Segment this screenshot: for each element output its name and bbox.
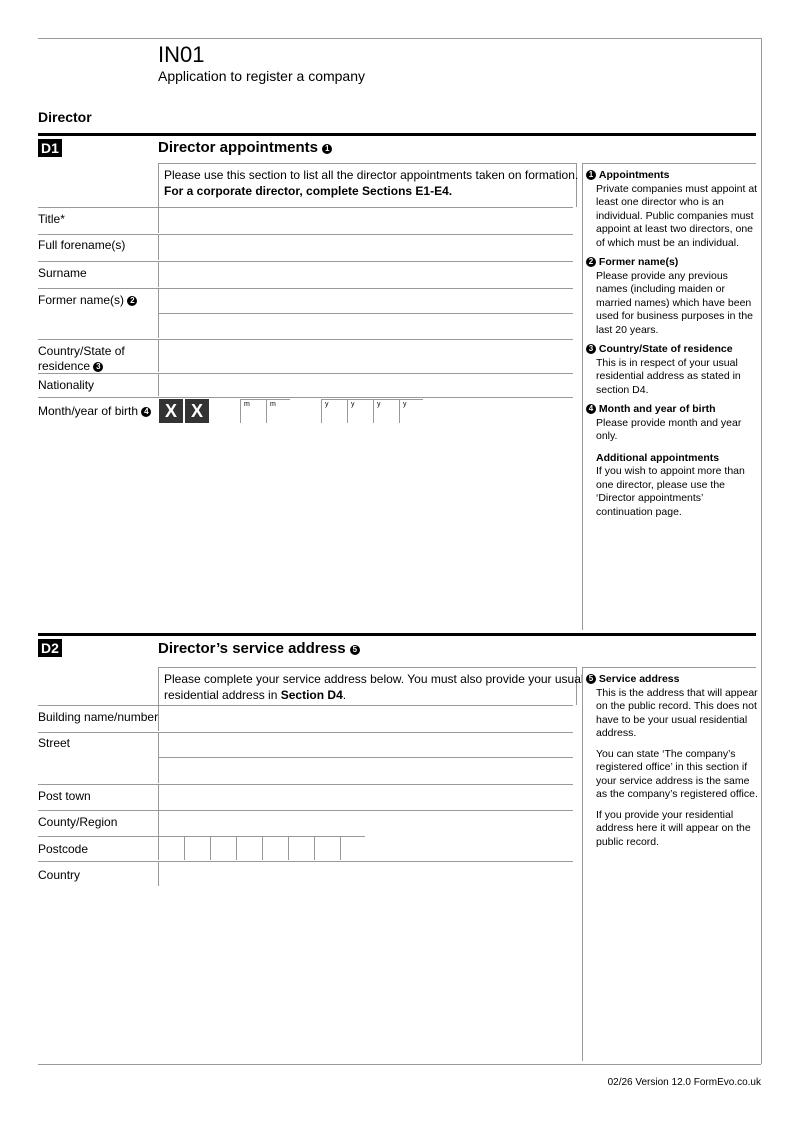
footer-version: 02/26 Version 12.0 FormEvo.co.uk xyxy=(607,1077,761,1088)
note-2-icon: 2 xyxy=(127,296,137,306)
former-input-1[interactable] xyxy=(158,289,573,313)
birth-year-2-hint: y xyxy=(351,401,355,408)
title-input[interactable] xyxy=(158,208,573,233)
note-former-title: Former name(s) xyxy=(598,256,679,268)
postcode-box-8[interactable] xyxy=(340,836,365,860)
title-label: Title* xyxy=(38,212,65,226)
postcode-box-3[interactable] xyxy=(210,836,236,860)
birth-month-2[interactable] xyxy=(266,399,290,423)
section-title: Director xyxy=(38,109,92,125)
country-label-line2-wrap xyxy=(38,359,125,374)
d1-row-rule xyxy=(38,397,573,398)
note-1-icon: 1 xyxy=(322,144,332,154)
note-birth-title: Month and year of birth xyxy=(598,403,716,415)
d1-intro-top xyxy=(158,163,576,164)
d2-side-top xyxy=(582,667,756,668)
postcode-box-4[interactable] xyxy=(236,836,262,860)
note-3-icon: 3 xyxy=(93,362,103,372)
birth-label-text: Month/year of birth xyxy=(38,404,139,418)
postcode-box-1[interactable] xyxy=(158,836,184,860)
form-code: IN01 xyxy=(158,42,205,67)
nationality-input[interactable] xyxy=(158,374,573,396)
d1-side-notes xyxy=(586,169,758,519)
building-input[interactable] xyxy=(158,706,573,731)
d1-heading-text: Director appointments xyxy=(158,139,319,156)
town-input[interactable] xyxy=(158,785,573,810)
d2-side-divider xyxy=(582,667,583,1061)
d2-heading-rule xyxy=(38,633,756,636)
street-label: Street xyxy=(38,736,71,750)
county-input[interactable] xyxy=(158,811,573,836)
d2-intro-line2b: Section D4 xyxy=(280,688,343,702)
note-appointments xyxy=(586,169,758,250)
forenames-label: Full forename(s) xyxy=(38,238,126,252)
d2-heading xyxy=(158,640,360,657)
note-birth-text: Please provide month and year only. xyxy=(596,416,742,442)
note-service-p3: If you provide your residential address here it will appear on the public record. xyxy=(596,808,751,848)
postcode-box-2[interactable] xyxy=(184,836,210,860)
surname-label: Surname xyxy=(38,266,87,280)
note-service-p1: This is the address that will appear on the public record. This does not have to be your usual residential address. xyxy=(596,686,758,739)
note-former xyxy=(586,256,758,337)
postcode-box-7[interactable] xyxy=(314,836,340,860)
birth-year-4[interactable] xyxy=(399,399,423,423)
note-country xyxy=(586,343,758,397)
d2-heading-text: Director’s service address xyxy=(158,640,346,657)
d2-intro-line2c: . xyxy=(342,688,347,702)
note-former-heading xyxy=(586,256,758,270)
form-subtitle: Application to register a company xyxy=(158,68,365,84)
country2-label: Country xyxy=(38,868,81,882)
former-input-2[interactable] xyxy=(158,314,573,338)
d1-badge: D1 xyxy=(38,139,62,157)
d2-intro-line1: Please complete your service address below. You must also provide your usual xyxy=(164,672,584,686)
birth-month-2-hint: m xyxy=(270,401,276,408)
d2-intro-line2 xyxy=(164,688,346,703)
d2-badge: D2 xyxy=(38,639,62,657)
former-label-text: Former name(s) xyxy=(38,293,125,307)
d2-intro-line2a: residential address in xyxy=(164,688,281,702)
note-birth-heading xyxy=(586,403,758,417)
postcode-label: Postcode xyxy=(38,842,89,856)
side-note-5-icon: 5 xyxy=(586,674,596,684)
town-label: Post town xyxy=(38,789,91,803)
d1-intro-line2: For a corporate director, complete Sections E1-E4. xyxy=(164,184,453,198)
building-label: Building name/number xyxy=(38,710,159,724)
note-additional xyxy=(586,452,758,520)
right-rule xyxy=(761,38,762,1064)
county-label: County/Region xyxy=(38,815,118,829)
birth-year-3-hint: y xyxy=(377,401,381,408)
note-additional-title: Additional appointments xyxy=(596,451,720,464)
former-label xyxy=(38,293,137,308)
country2-input[interactable] xyxy=(158,862,573,886)
country-label xyxy=(38,344,125,374)
note-appointments-title: Appointments xyxy=(598,169,670,181)
country-label-line1: Country/State of xyxy=(38,344,125,358)
birth-year-1-hint: y xyxy=(325,401,329,408)
d1-intro-left xyxy=(158,163,159,207)
birth-year-3[interactable] xyxy=(373,399,399,423)
note-former-text: Please provide any previous names (including maiden or married names) which have been used for business purposes in the last 20 years. xyxy=(596,269,754,336)
postcode-box-5[interactable] xyxy=(262,836,288,860)
note-appointments-heading xyxy=(586,169,758,183)
side-note-3-icon: 3 xyxy=(586,344,596,354)
note-country-text: This is in respect of your usual residential address as stated in section D4. xyxy=(596,356,741,396)
top-rule xyxy=(38,38,761,39)
side-note-1-icon: 1 xyxy=(586,170,596,180)
d1-side-top xyxy=(582,163,756,164)
note-country-title: Country/State of residence xyxy=(598,343,733,355)
birth-month-1[interactable] xyxy=(240,399,266,423)
birth-label xyxy=(38,404,151,419)
note-additional-text: If you wish to appoint more than one director, please use the ‘Director appointments’ continuation page. xyxy=(596,465,745,518)
birth-year-1[interactable] xyxy=(321,399,347,423)
d2-side-notes xyxy=(586,673,758,849)
d1-heading-rule xyxy=(38,133,756,136)
country-label-line2: residence xyxy=(38,359,91,373)
surname-input[interactable] xyxy=(158,262,573,287)
street-input-2[interactable] xyxy=(158,758,573,783)
d2-intro-top xyxy=(158,667,576,668)
d1-side-divider xyxy=(582,163,583,630)
d1-intro-line1: Please use this section to list all the director appointments taken on formation. xyxy=(164,168,579,182)
birth-year-2[interactable] xyxy=(347,399,373,423)
street-input-1[interactable] xyxy=(158,733,573,757)
d2-intro-left xyxy=(158,667,159,705)
note-country-heading xyxy=(586,343,758,357)
side-note-4-icon: 4 xyxy=(586,404,596,414)
note-service-p2: You can state ‘The company’s registered office’ in this section if your service address is the same as the company’s registered office. xyxy=(596,747,758,800)
note-4-icon: 4 xyxy=(141,407,151,417)
d1-heading xyxy=(158,139,332,156)
nationality-label: Nationality xyxy=(38,378,95,392)
birth-month-1-hint: m xyxy=(244,401,250,408)
note-service-title: Service address xyxy=(598,673,680,685)
side-note-2-icon: 2 xyxy=(586,257,596,267)
note-5-icon: 5 xyxy=(350,645,360,655)
postcode-box-6[interactable] xyxy=(288,836,314,860)
note-birth xyxy=(586,403,758,444)
birth-day-x2: X xyxy=(185,399,209,423)
birth-year-4-hint: y xyxy=(403,401,407,408)
forenames-input[interactable] xyxy=(158,235,573,260)
birth-day-x1: X xyxy=(159,399,183,423)
country-input[interactable] xyxy=(158,340,573,372)
d2-row-rule xyxy=(38,836,158,837)
note-appointments-text: Private companies must appoint at least one director who is an individual. Public companies must appoint at least two directors, one of which must be an individual. xyxy=(596,182,758,249)
note-service-heading xyxy=(586,673,758,687)
bottom-rule xyxy=(38,1064,761,1065)
